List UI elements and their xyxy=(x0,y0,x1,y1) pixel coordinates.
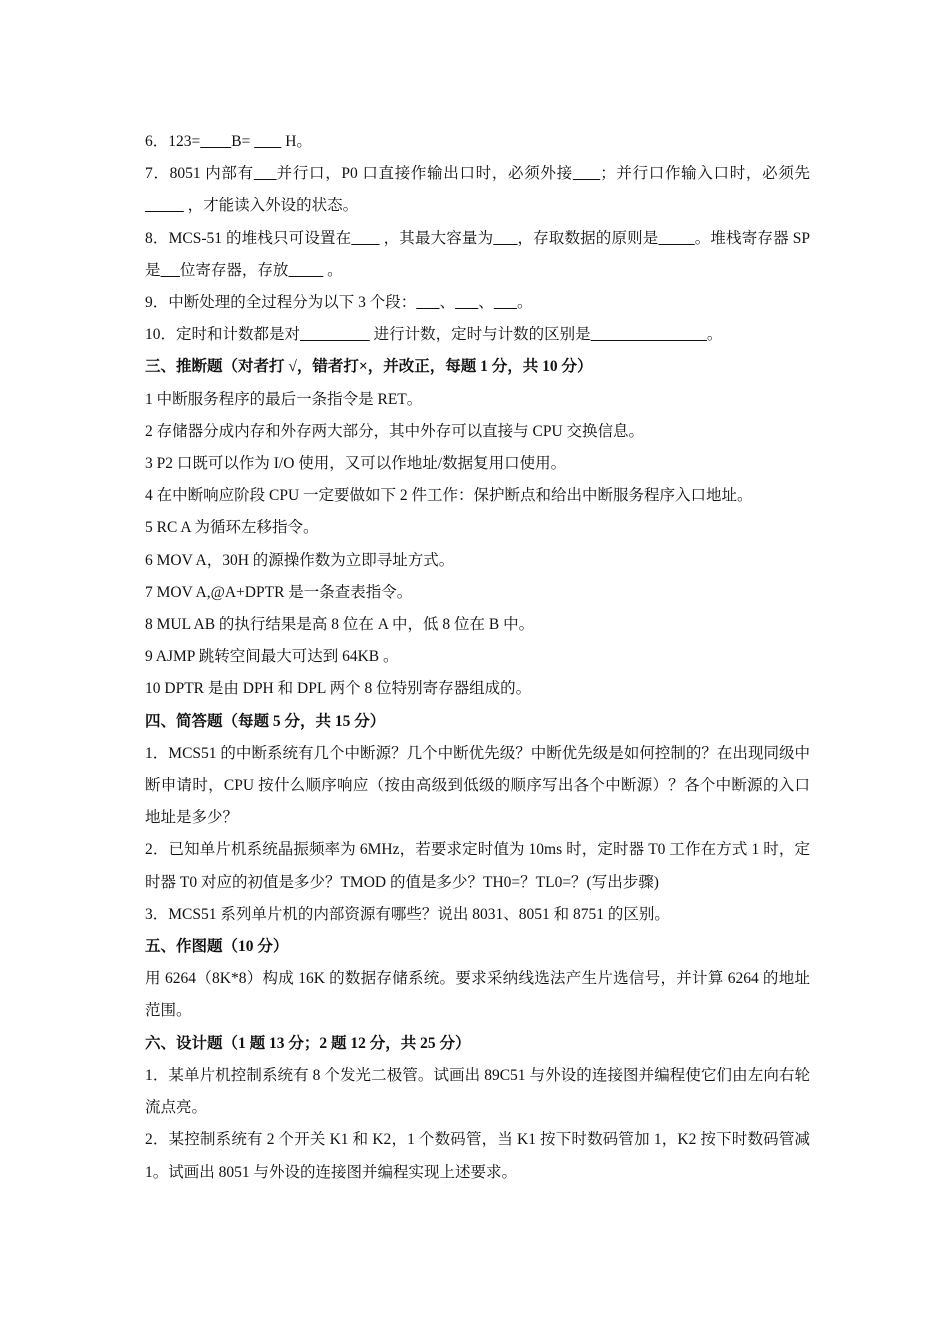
blank xyxy=(573,165,600,182)
q8-text-a: 8．MCS-51 的堆栈只可设置在 xyxy=(145,229,352,247)
question-10 xyxy=(145,319,810,351)
q6-text-c: H。 xyxy=(285,133,312,150)
blank xyxy=(145,197,184,214)
judge-item: 10 DPTR 是由 DPH 和 DPL 两个 8 位特别寄存器组成的。 xyxy=(145,680,532,698)
judge-item: 4 在中断响应阶段 CPU 一定要做如下 2 件工作：保护断点和给出中断服务程序入口地址。 xyxy=(145,487,753,505)
q8-text-c: ，存取数据的原则是 xyxy=(517,229,659,247)
judge-item: 1 中断服务程序的最后一条指令是 RET。 xyxy=(145,390,423,408)
blank xyxy=(416,294,439,311)
blank xyxy=(351,230,379,247)
judge-item: 8 MUL AB 的执行结果是高 8 位在 A 中，低 8 位在 B 中。 xyxy=(145,616,535,634)
blank xyxy=(254,133,281,150)
blank xyxy=(300,326,370,343)
q6-text-a: 6．123= xyxy=(145,133,201,150)
blank xyxy=(254,165,277,182)
q10-text-c: 。 xyxy=(706,326,723,344)
blank xyxy=(494,294,517,311)
q7-text-c: ；并行口作输入口时，必须先 xyxy=(600,165,811,183)
q8-text-b: ，其最大容量为 xyxy=(383,229,494,247)
q9-text-c: 、 xyxy=(478,294,494,312)
section-short-title: 四、简答题（每题 5 分，共 15 分） xyxy=(145,712,386,730)
short-question: 3．MCS51 系列单片机的内部资源有哪些？说出 8031、8051 和 8751 的区别。 xyxy=(145,905,670,923)
question-8 xyxy=(145,223,810,287)
blank xyxy=(658,230,694,247)
exam-page xyxy=(145,126,810,1189)
short-question: 2．已知单片机系统晶振频率为 6MHz，若要求定时值为 10ms 时，定时器 T0 工作在方式 1 时，定时器 T0 对应的初值是多少？TMOD 的值是多少？TH0=？TL0=？(写出步骤) xyxy=(145,841,810,891)
blank xyxy=(493,230,517,247)
judge-item: 3 P2 口既可以作为 I/O 使用，又可以作地址/数据复用口使用。 xyxy=(145,455,567,473)
question-9 xyxy=(145,287,810,319)
question-7 xyxy=(145,158,810,222)
section-drawing-title: 五、作图题（10 分） xyxy=(145,938,289,956)
short-question: 1．MCS51 的中断系统有几个中断源？几个中断优先级？中断优先级是如何控制的？在出现同级中断申请时，CPU 按什么顺序响应（按由高级到低级的顺序写出各个中断源）？各个中断源的入口地址是多少？ xyxy=(145,744,810,827)
judge-item: 9 AJMP 跳转空间最大可达到 64KB 。 xyxy=(145,648,399,666)
section-design-title: 六、设计题（1 题 13 分；2 题 12 分，共 25 分） xyxy=(145,1034,471,1052)
judge-item: 5 RC A 为循环左移指令。 xyxy=(145,519,319,537)
blank xyxy=(591,326,707,343)
judge-item: 7 MOV A,@A+DPTR 是一条查表指令。 xyxy=(145,583,413,601)
q10-text-a: 10．定时和计数都是对 xyxy=(145,326,301,344)
q8-text-f: 。 xyxy=(327,261,343,279)
q10-text-b: 进行计数，定时与计数的区别是 xyxy=(373,326,591,344)
q8-text-d: 。堆栈寄存器 SP 是 xyxy=(145,229,811,279)
question-6 xyxy=(145,126,810,158)
q8-text-e: 位寄存器，存放 xyxy=(179,261,289,279)
blank xyxy=(161,262,180,279)
q7-text-a: 7．8051 内部有 xyxy=(145,165,254,183)
q7-text-d: ，才能读入外设的状态。 xyxy=(187,197,359,215)
q6-text-b: B= xyxy=(231,133,251,150)
q7-text-b: 并行口，P0 口直接作输出口时，必须外接 xyxy=(276,165,573,183)
section-judge-title: 三、推断题（对者打 √，错者打×，并改正，每题 1 分，共 10 分） xyxy=(145,358,593,376)
drawing-question: 用 6264（8K*8）构成 16K 的数据存储系统。要求采纳线选法产生片选信号，并计算 6264 的地址范围。 xyxy=(145,970,810,1020)
blank xyxy=(288,262,323,279)
judge-item: 2 存储器分成内存和外存两大部分，其中外存可以直接与 CPU 交换信息。 xyxy=(145,422,645,440)
blank xyxy=(455,294,478,311)
q9-text-d: 。 xyxy=(517,294,533,312)
design-question: 1．某单片机控制系统有 8 个发光二极管。试画出 89C51 与外设的连接图并编程使它们由左向右轮流点亮。 xyxy=(145,1066,810,1117)
blank xyxy=(200,133,231,150)
q9-text-b: 、 xyxy=(439,294,456,312)
q9-text-a: 9．中断处理的全过程分为以下 3 个段： xyxy=(145,294,417,312)
design-question: 2．某控制系统有 2 个开关 K1 和 K2，1 个数码管，当 K1 按下时数码管加 1，K2 按下时数码管减 1。试画出 8051 与外设的连接图并编程实现上述要求。 xyxy=(145,1131,810,1181)
judge-item: 6 MOV A，30H 的源操作数为立即寻址方式。 xyxy=(145,551,455,569)
